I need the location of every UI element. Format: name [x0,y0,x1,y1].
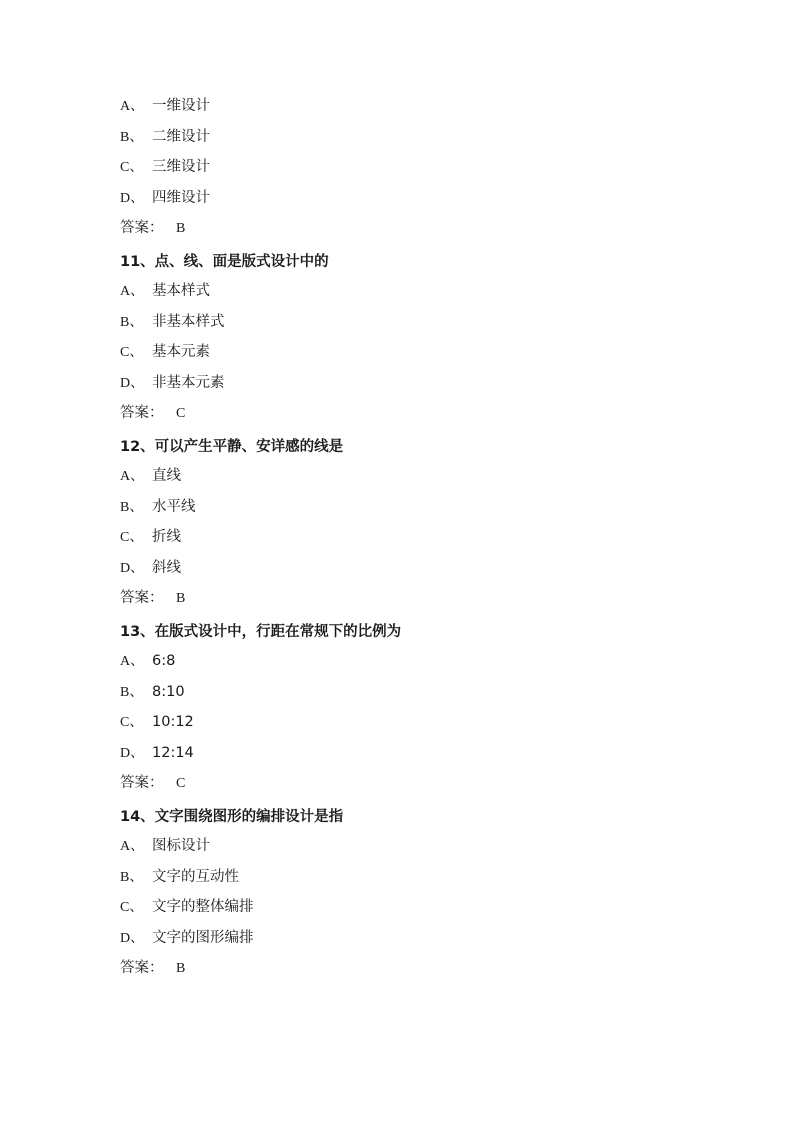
option-b [120,679,720,710]
answer-line [120,955,720,986]
option-text: 水平线 [152,498,196,515]
option-letter: D、 [120,745,145,761]
question-block [120,433,720,616]
option-letter: B、 [120,869,144,885]
option-b [120,124,720,155]
option-letter: B、 [120,684,144,700]
option-letter: B、 [120,499,144,515]
answer-line [120,585,720,616]
option-d [120,370,720,401]
option-letter: C、 [120,900,144,915]
option-letter: C、 [120,530,144,545]
option-text: 斜线 [152,559,181,576]
question-title: 12、可以产生平静、安详感的线是 [120,438,344,455]
option-text: 直线 [152,468,181,484]
answer-value: C [176,406,186,421]
option-a [120,278,720,309]
option-c [120,524,720,555]
option-letter: A、 [120,99,145,114]
option-d [120,555,720,586]
option-letter: B、 [120,129,144,145]
answer-value: B [176,221,186,236]
option-b [120,864,720,895]
option-text: 非基本元素 [152,374,225,391]
option-c [120,154,720,185]
question-block [120,803,720,986]
option-letter: D、 [120,375,145,391]
answer-line [120,215,720,246]
option-c [120,709,720,740]
option-letter: A、 [120,654,145,669]
question-title: 13、在版式设计中，行距在常规下的比例为 [120,623,402,640]
option-letter: D、 [120,560,145,576]
option-letter: D、 [120,190,145,206]
question-block [120,93,720,246]
option-a [120,93,720,124]
option-letter: D、 [120,930,145,946]
option-text: 文字的图形编排 [152,929,254,946]
option-letter: C、 [120,160,144,175]
option-text: 文字的整体编排 [152,899,254,915]
option-c [120,339,720,370]
option-letter: A、 [120,284,145,299]
answer-label: 答案： [120,775,164,791]
option-b [120,309,720,340]
option-a [120,833,720,864]
option-text: 二维设计 [152,128,210,145]
option-text: 文字的互动性 [152,868,239,885]
answer-value: B [176,961,186,976]
option-text: 一维设计 [152,98,210,114]
option-letter: C、 [120,715,144,730]
option-text: 8:10 [152,683,185,700]
option-d [120,185,720,216]
answer-value: C [176,776,186,791]
answer-line [120,770,720,801]
option-letter: B、 [120,314,144,330]
answer-label: 答案： [120,960,164,976]
document-page [120,93,720,986]
answer-line [120,400,720,431]
option-text: 非基本样式 [152,313,225,330]
option-b [120,494,720,525]
option-text: 三维设计 [152,159,210,175]
answer-label: 答案： [120,220,164,236]
option-text: 四维设计 [152,189,210,206]
option-d [120,925,720,956]
question-block [120,248,720,431]
question-block [120,618,720,801]
answer-label: 答案： [120,590,164,606]
answer-label: 答案： [120,405,164,421]
option-letter: A、 [120,469,145,484]
question-title: 11、点、线、面是版式设计中的 [120,253,329,270]
option-a [120,463,720,494]
answer-value: B [176,591,186,606]
option-c [120,894,720,925]
option-text: 12:14 [152,744,194,761]
option-a [120,648,720,679]
option-text: 图标设计 [152,838,210,854]
option-text: 折线 [152,529,181,545]
option-text: 基本样式 [152,283,210,299]
option-text: 6:8 [152,653,176,669]
option-letter: C、 [120,345,144,360]
option-text: 10:12 [152,714,194,730]
option-letter: A、 [120,839,145,854]
option-text: 基本元素 [152,344,210,360]
question-title: 14、文字围绕图形的编排设计是指 [120,808,344,825]
option-d [120,740,720,771]
